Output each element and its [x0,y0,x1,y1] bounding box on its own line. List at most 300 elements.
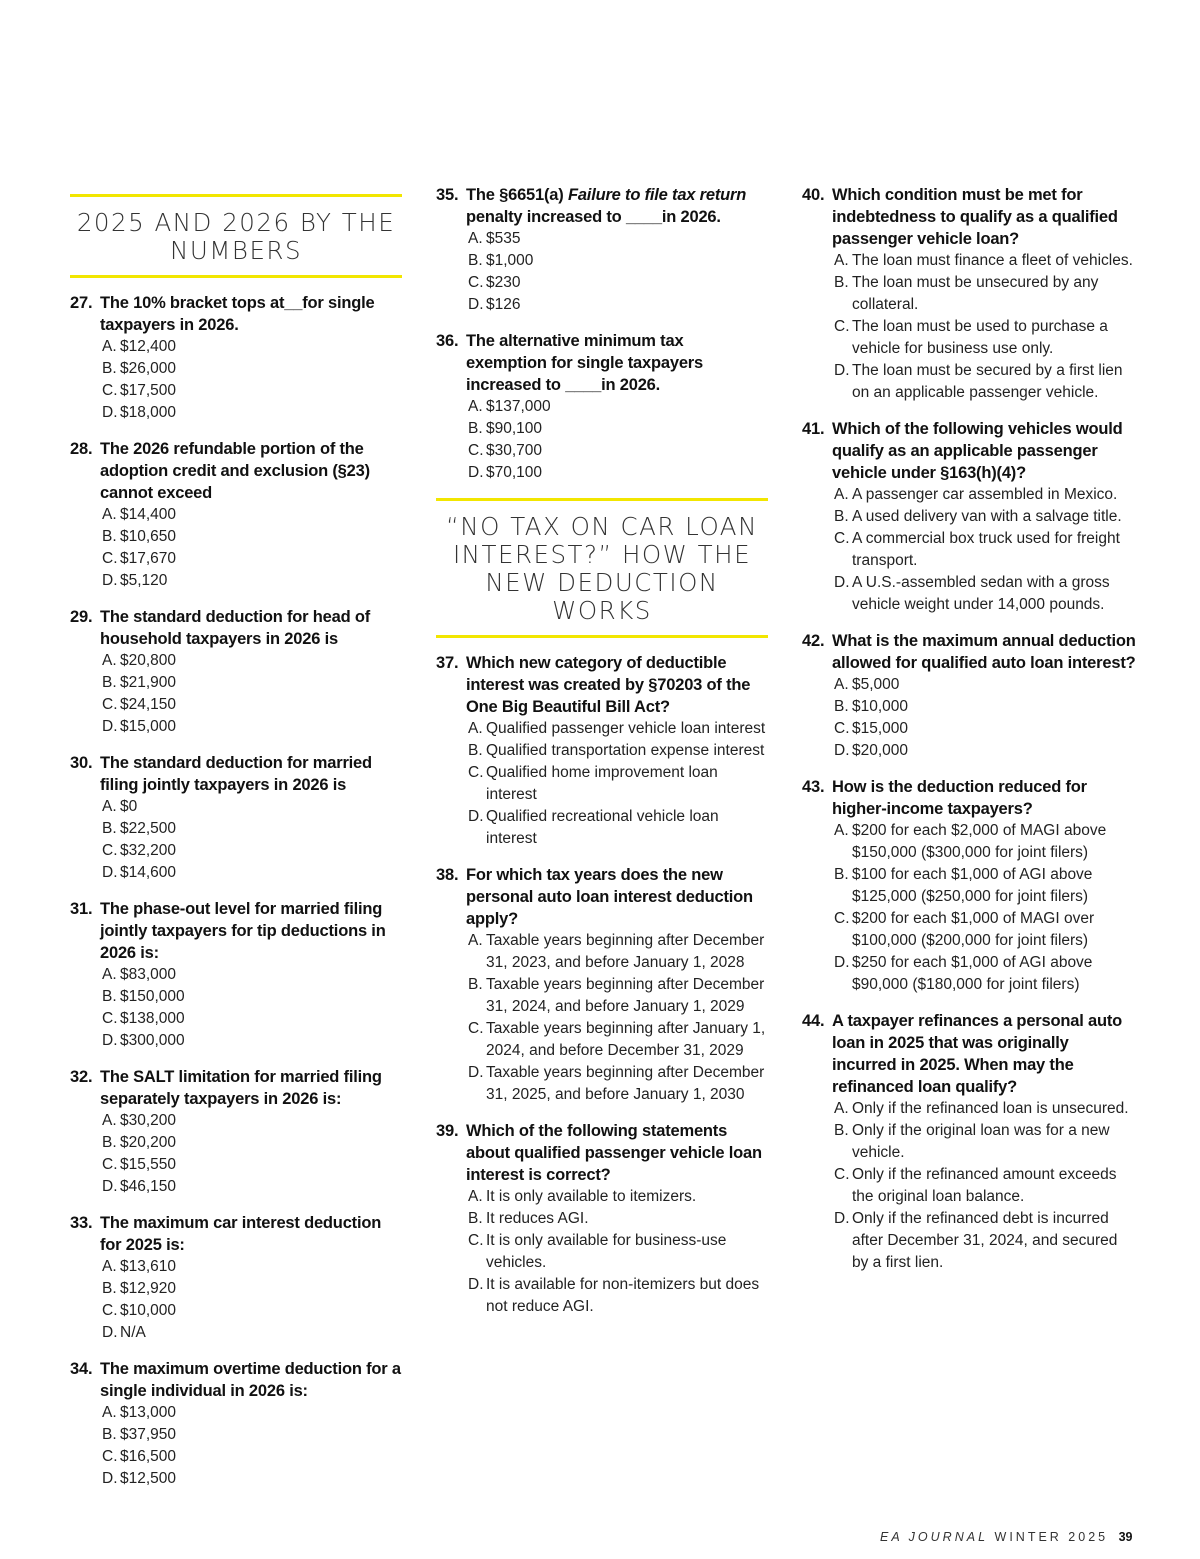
option-text: $10,000 [852,698,909,715]
option-text: Taxable years beginning after December 31, 2025, and before January 1, 2030 [486,1064,765,1103]
answer-option [100,964,402,986]
answer-options [70,1110,402,1198]
option-letter: D. [834,362,850,379]
question-text [70,292,402,336]
option-letter: B. [834,274,849,291]
question-text [436,330,768,396]
option-letter: A. [468,720,483,737]
option-text: The loan must finance a fleet of vehicles. [852,252,1133,269]
question-block [802,776,1137,996]
option-text: The loan must be used to purchase a vehicle for business use only. [852,318,1108,357]
answer-option [466,272,768,294]
option-text: $10,000 [120,1302,177,1319]
question-block [436,652,768,850]
answer-option [466,440,768,462]
option-letter: D. [468,808,484,825]
option-letter: C. [102,1302,118,1319]
option-text: $20,200 [120,1134,177,1151]
option-text: $16,500 [120,1448,177,1465]
option-letter: A. [102,798,117,815]
question-block [802,630,1137,762]
answer-option [100,1008,402,1030]
option-letter: D. [468,464,484,481]
question-text-body: The phase-out level for married filing jointly taxpayers for tip deductions in 2026 is: [100,900,386,962]
question-text-body: Which condition must be met for indebtedness to qualify as a qualified passenger vehicle loan? [832,186,1118,248]
answer-option [832,360,1137,404]
question-text-body: The SALT limitation for married filing separately taxpayers in 2026 is: [100,1068,382,1108]
answer-option [832,484,1137,506]
option-letter: A. [468,230,483,247]
answer-option [832,740,1137,762]
question-block [802,418,1137,616]
question-text [802,776,1137,820]
question-list [436,652,768,1318]
question-block [436,1120,768,1318]
answer-option [100,672,402,694]
answer-options [70,964,402,1052]
option-text: A used delivery van with a salvage title. [852,508,1122,525]
question-list [436,184,768,484]
option-text: $200 for each $1,000 of MAGI over $100,000 ($200,000 for joint filers) [852,910,1095,949]
option-text: Qualified home improvement loan interest [486,764,718,803]
question-text-body: Which of the following statements about qualified passenger vehicle loan interest is correct? [466,1122,762,1184]
question-text [70,606,402,650]
option-letter: B. [102,528,117,545]
option-text: $17,670 [120,550,177,567]
page-number: 39 [1118,1530,1133,1544]
option-text: $21,900 [120,674,177,691]
option-letter: D. [468,1276,484,1293]
question-number: 43. [802,778,825,796]
column-right [802,184,1137,1288]
question-block [436,330,768,484]
question-block [70,1066,402,1198]
question-text [802,1010,1137,1098]
question-number: 35. [436,186,459,204]
answer-option [832,528,1137,572]
answer-option [100,1424,402,1446]
section-title: “NO TAX ON CAR LOAN INTEREST?” HOW THE NEW DEDUCTION WORKS [446,512,758,625]
option-letter: D. [102,1470,118,1487]
option-text: $90,100 [486,420,543,437]
option-text: $20,800 [120,652,177,669]
question-text-body: The maximum car interest deduction for 2025 is: [100,1214,382,1254]
question-number: 40. [802,186,825,204]
answer-option [100,1278,402,1300]
answer-options [802,820,1137,996]
option-text: $18,000 [120,404,177,421]
answer-option [832,820,1137,864]
answer-option [100,1300,402,1322]
option-text: $12,500 [120,1470,177,1487]
option-letter: C. [834,1166,850,1183]
option-text: $15,000 [120,718,177,735]
option-letter: C. [834,910,850,927]
page-footer [880,1530,1132,1544]
question-text [70,1066,402,1110]
question-block [70,1212,402,1344]
answer-option [832,718,1137,740]
section-title: 2025 AND 2026 BY THE NUMBERS [76,208,396,265]
question-number: 27. [70,294,93,312]
option-text: $250 for each $1,000 of AGI above $90,000 ($180,000 for joint filers) [852,954,1093,993]
question-text-body: The maximum overtime deduction for a single individual in 2026 is: [100,1360,401,1400]
question-block [802,1010,1137,1274]
question-text [70,1358,402,1402]
option-text: $32,200 [120,842,177,859]
section-header-by-numbers [70,194,402,278]
answer-option [100,1110,402,1132]
answer-option [466,718,768,740]
answer-options [436,930,768,1106]
option-text: $17,500 [120,382,177,399]
answer-option [832,864,1137,908]
option-letter: D. [834,1210,850,1227]
question-text-body: The 2026 refundable portion of the adoption credit and exclusion (§23) cannot exceed [100,440,370,502]
answer-options [802,250,1137,404]
option-text: $22,500 [120,820,177,837]
option-letter: D. [102,718,118,735]
answer-option [466,762,768,806]
answer-option [466,396,768,418]
option-letter: B. [468,1210,483,1227]
option-letter: D. [468,1064,484,1081]
option-letter: D. [102,1178,118,1195]
answer-option [100,716,402,738]
answer-option [100,1030,402,1052]
option-letter: B. [102,1426,117,1443]
question-block [70,898,402,1052]
option-text: Only if the refinanced debt is incurred after December 31, 2024, and secured by a first lien. [852,1210,1118,1271]
option-text: It is only available to itemizers. [486,1188,697,1205]
question-text-body: What is the maximum annual deduction allowed for qualified auto loan interest? [832,632,1136,672]
option-text: Qualified transportation expense interest [486,742,765,759]
answer-option [466,294,768,316]
option-text: $13,000 [120,1404,177,1421]
question-text [802,630,1137,674]
question-block [70,438,402,592]
option-text: Taxable years beginning after January 1, 2024, and before December 31, 2029 [486,1020,766,1059]
answer-option [466,974,768,1018]
option-text: $15,000 [852,720,909,737]
answer-option [100,1402,402,1424]
answer-option [832,316,1137,360]
option-letter: B. [102,820,117,837]
option-text: $30,200 [120,1112,177,1129]
question-block [436,184,768,316]
answer-option [466,1018,768,1062]
question-text [436,184,768,228]
option-text: $30,700 [486,442,543,459]
question-text-body: How is the deduction reduced for higher-income taxpayers? [832,778,1087,818]
question-text-part: The §6651(a) [466,186,568,204]
option-text: $5,120 [120,572,168,589]
answer-option [832,1098,1137,1120]
answer-option [100,1132,402,1154]
option-letter: B. [834,698,849,715]
answer-option [832,952,1137,996]
option-letter: B. [834,1122,849,1139]
question-block [802,184,1137,404]
option-letter: A. [102,1404,117,1421]
option-text: It is available for non-itemizers but does not reduce AGI. [486,1276,760,1315]
answer-option [100,796,402,818]
option-letter: A. [102,1258,117,1275]
option-text: $20,000 [852,742,909,759]
answer-option [100,1322,402,1344]
option-letter: C. [102,550,118,567]
column-middle [436,184,768,1332]
answer-options [70,336,402,424]
question-text [70,898,402,964]
option-text: $37,950 [120,1426,177,1443]
option-letter: C. [468,1232,484,1249]
option-letter: B. [468,252,483,269]
option-letter: C. [468,442,484,459]
answer-options [70,1256,402,1344]
question-block [70,1358,402,1490]
option-text: $14,600 [120,864,177,881]
answer-option [100,694,402,716]
option-text: $138,000 [120,1010,185,1027]
answer-option [100,526,402,548]
option-letter: B. [102,1280,117,1297]
answer-option [100,570,402,592]
answer-option [832,696,1137,718]
answer-option [466,740,768,762]
answer-option [832,674,1137,696]
option-text: $15,550 [120,1156,177,1173]
question-number: 36. [436,332,459,350]
option-letter: D. [102,572,118,589]
option-letter: A. [102,338,117,355]
option-text: A U.S.-assembled sedan with a gross vehicle weight under 14,000 pounds. [852,574,1110,613]
question-number: 31. [70,900,93,918]
answer-options [436,396,768,484]
option-letter: A. [834,822,849,839]
option-text: Taxable years beginning after December 31, 2023, and before January 1, 2028 [486,932,765,971]
answer-options [436,1186,768,1318]
option-letter: C. [102,1448,118,1465]
question-text-body: The alternative minimum tax exemption for single taxpayers increased to ____in 2026. [466,332,703,394]
option-text: $200 for each $2,000 of MAGI above $150,000 ($300,000 for joint filers) [852,822,1107,861]
answer-option [832,506,1137,528]
answer-option [832,908,1137,952]
option-letter: C. [102,1010,118,1027]
option-letter: A. [102,966,117,983]
option-letter: C. [102,1156,118,1173]
option-text: Only if the original loan was for a new vehicle. [852,1122,1110,1161]
section-header-car-loan [436,498,768,638]
answer-option [100,1446,402,1468]
option-letter: A. [834,676,849,693]
answer-option [466,1186,768,1208]
answer-options [70,650,402,738]
option-text: The loan must be secured by a first lien on an applicable passenger vehicle. [852,362,1123,401]
question-number: 34. [70,1360,93,1378]
option-letter: A. [102,506,117,523]
answer-option [466,1230,768,1274]
question-number: 33. [70,1214,93,1232]
option-text: $14,400 [120,506,177,523]
column-left [70,184,402,1504]
question-number: 38. [436,866,459,884]
option-text: Qualified recreational vehicle loan interest [486,808,719,847]
option-text: Only if the refinanced amount exceeds the original loan balance. [852,1166,1117,1205]
option-text: $1,000 [486,252,534,269]
question-number: 30. [70,754,93,772]
answer-option [466,462,768,484]
option-text: $5,000 [852,676,900,693]
option-letter: B. [102,674,117,691]
answer-option [100,1176,402,1198]
option-letter: B. [834,508,849,525]
answer-option [832,1120,1137,1164]
answer-option [100,402,402,424]
option-letter: D. [834,954,850,971]
question-text [70,752,402,796]
option-letter: C. [468,1020,484,1037]
question-text-body: The 10% bracket tops at__for single taxpayers in 2026. [100,294,375,334]
question-text [70,438,402,504]
question-block [70,606,402,738]
answer-option [832,1208,1137,1274]
question-text-italic: Failure to file tax return [567,186,747,204]
option-text: $0 [120,798,138,815]
question-list [802,184,1137,1274]
answer-option [100,818,402,840]
option-text: A passenger car assembled in Mexico. [852,486,1118,503]
question-text [802,184,1137,250]
section-rule-bottom [70,275,402,278]
answer-option [100,986,402,1008]
option-letter: B. [468,976,483,993]
option-letter: A. [468,398,483,415]
option-text: $46,150 [120,1178,177,1195]
option-text: $137,000 [486,398,551,415]
answer-option [100,1468,402,1490]
question-text [436,864,768,930]
question-text [436,652,768,718]
question-text [436,1120,768,1186]
option-letter: C. [468,764,484,781]
answer-option [466,1208,768,1230]
answer-options [802,1098,1137,1274]
option-letter: A. [102,1112,117,1129]
option-text: Only if the refinanced loan is unsecured. [852,1100,1129,1117]
answer-option [100,840,402,862]
option-text: $13,610 [120,1258,177,1275]
option-text: $535 [486,230,521,247]
question-list [70,292,402,1490]
question-number: 39. [436,1122,459,1140]
answer-option [832,572,1137,616]
option-letter: A. [834,486,849,503]
question-number: 42. [802,632,825,650]
option-letter: C. [834,318,850,335]
answer-options [70,504,402,592]
answer-option [466,228,768,250]
question-block [436,864,768,1106]
answer-option [100,504,402,526]
question-number: 37. [436,654,459,672]
option-letter: D. [468,296,484,313]
answer-option [100,380,402,402]
option-text: Taxable years beginning after December 31, 2024, and before January 1, 2029 [486,976,765,1015]
answer-option [466,930,768,974]
option-letter: B. [468,742,483,759]
answer-option [100,650,402,672]
answer-options [70,1402,402,1490]
option-letter: D. [102,864,118,881]
option-letter: B. [102,1134,117,1151]
answer-option [100,1256,402,1278]
question-number: 32. [70,1068,93,1086]
option-letter: B. [468,420,483,437]
option-text: $10,650 [120,528,177,545]
option-text: $12,400 [120,338,177,355]
option-letter: C. [834,530,850,547]
option-text: $83,000 [120,966,177,983]
answer-option [466,250,768,272]
answer-option [466,1274,768,1318]
option-text: $300,000 [120,1032,185,1049]
answer-option [100,548,402,570]
option-text: N/A [120,1324,146,1341]
answer-option [100,1154,402,1176]
option-letter: A. [468,1188,483,1205]
question-text-body: Which new category of deductible interest was created by §70203 of the One Big Beautiful Bill Act? [466,654,751,716]
option-letter: C. [102,842,118,859]
answer-options [802,484,1137,616]
option-text: $12,920 [120,1280,177,1297]
answer-options [70,796,402,884]
option-letter: A. [834,252,849,269]
answer-option [100,358,402,380]
option-text: $230 [486,274,521,291]
option-letter: B. [102,360,117,377]
question-text [802,418,1137,484]
answer-option [100,336,402,358]
option-letter: C. [834,720,850,737]
option-text: Qualified passenger vehicle loan interest [486,720,766,737]
option-letter: D. [102,1324,118,1341]
answer-option [466,806,768,850]
option-text: $100 for each $1,000 of AGI above $125,000 ($250,000 for joint filers) [852,866,1093,905]
option-text: It reduces AGI. [486,1210,589,1227]
question-block [70,292,402,424]
question-text-body: The standard deduction for head of household taxpayers in 2026 is [100,608,371,648]
question-text-body: For which tax years does the new personal auto loan interest deduction apply? [466,866,753,928]
answer-option [832,1164,1137,1208]
option-text: It is only available for business-use vehicles. [486,1232,727,1271]
answer-options [436,228,768,316]
answer-option [100,862,402,884]
answer-option [832,272,1137,316]
question-text-body: Which of the following vehicles would qualify as an applicable passenger vehicle under §163(h)(4)? [832,420,1123,482]
option-letter: B. [102,988,117,1005]
option-text: $150,000 [120,988,185,1005]
option-letter: A. [834,1100,849,1117]
section-rule-bottom [436,635,768,638]
option-letter: A. [102,652,117,669]
option-text: A commercial box truck used for freight transport. [852,530,1120,569]
option-text: $26,000 [120,360,177,377]
option-letter: D. [102,1032,118,1049]
answer-options [802,674,1137,762]
option-text: $126 [486,296,521,313]
answer-option [466,418,768,440]
